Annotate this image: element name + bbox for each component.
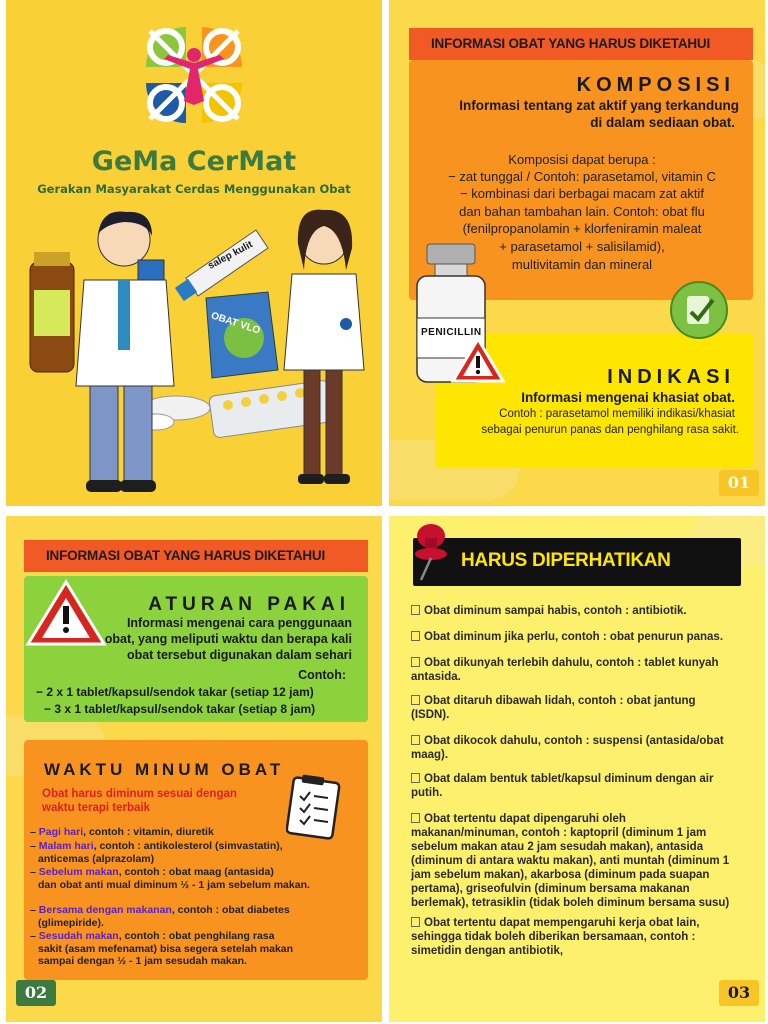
rule-item: Obat tertentu dapat dipengaruhi oleh makanan/minuman, contoh : kaptopril (diminum 1 jam sebelum makan atau 2 jam sesudah makan), antasida (diminum di antara waktu makan), anti muntah (diminum 1 jam sebelum makan), akarbosa (diminum pada suapan pertama), griseofulvin (diminum bersama makanan berlemak), tetrasiklin (tidak boleh diminum bersama susu) — [411, 813, 730, 909]
bullet-icon — [411, 813, 420, 823]
waktu-item-bersama-makanan: – Bersama dengan makanan, contoh : obat diabetes (glimepiride). — [30, 904, 290, 929]
cover-subtitle: Gerakan Masyarakat Cerdas Menggunakan Obat — [37, 182, 351, 196]
page-01-panel — [389, 0, 765, 506]
bullet-icon — [411, 695, 420, 705]
rule-item: Obat tertentu dapat mempengaruhi kerja obat lain, sehingga tidak boleh diberikan bersamaan, contoh : simetidin dengan antibiotik, — [411, 917, 700, 957]
waktu-minum-title: WAKTU MINUM OBAT — [44, 760, 285, 779]
cover-title: GeMa CerMat — [91, 146, 297, 177]
rule-item: Obat dikunyah terlebih dahulu, contoh : tablet kunyah antasida. — [411, 657, 719, 683]
pharmacist-illustration — [6, 200, 382, 506]
rule-item: Obat ditaruh dibawah lidah, contoh : obat jantung (ISDN). — [411, 695, 696, 721]
bullet-icon — [411, 917, 420, 927]
obat-box-label: OBAT VLO — [209, 310, 262, 337]
komposisi-desc-line2: di dalam sediaan obat. — [590, 115, 735, 130]
bullet-icon — [411, 605, 420, 615]
page-number: 01 — [719, 470, 759, 496]
waktu-item-sebelum-makan: – Sebelum makan, contoh : obat maag (antasida) dan obat anti mual diminum ½ - 1 jam sebelum makan. — [30, 866, 310, 891]
page-02-panel — [6, 516, 382, 1022]
check-badge-icon — [669, 280, 729, 340]
page-number: 03 — [719, 980, 759, 1006]
komposisi-desc-line1: Informasi tentang zat aktif yang terkandung — [459, 98, 739, 113]
warning-icon — [451, 336, 505, 384]
page-02-header: INFORMASI OBAT YANG HARUS DIKETAHUI — [24, 540, 368, 572]
waktu-item-malam: – Malam hari, contoh : antikolesterol (simvastatin), anticemas (alprazolam) — [30, 840, 283, 865]
aturan-contoh-label: Contoh: — [298, 668, 346, 682]
indikasi-title: INDIKASI — [607, 366, 735, 388]
waktu-intro-line2: waktu terapi terbaik — [42, 802, 151, 814]
waktu-intro-line1: Obat harus diminum sesuai dengan — [42, 788, 237, 800]
komposisi-line: + parasetamol + salisilamid), — [499, 239, 665, 254]
rule-item: Obat dikocok dahulu, contoh : suspensi (antasida/obat maag). — [411, 735, 724, 761]
komposisi-line: dan bahan tambahan lain. Contoh: obat flu — [459, 204, 705, 219]
komposisi-line: − zat tunggal / Contoh: parasetamol, vitamin C — [448, 169, 716, 184]
rule-item: Obat diminum jika perlu, contoh : obat penurun panas. — [411, 630, 733, 644]
push-pin-icon — [403, 518, 457, 582]
rule-item: Obat dalam bentuk tablet/kapsul diminum dengan air putih. — [411, 773, 714, 799]
page-03-panel — [389, 516, 765, 1022]
indikasi-example-line2: sebagai penurun panas dan penghilang rasa sakit. — [481, 424, 739, 436]
salep-label: salep kulit — [206, 239, 255, 272]
rule-item: Obat diminum sampai habis, contoh : antibiotik. — [411, 604, 733, 618]
aturan-example: − 3 x 1 tablet/kapsul/sendok takar (setiap 8 jam) — [44, 702, 316, 716]
aturan-line: Informasi mengenai cara penggunaan — [126, 616, 352, 630]
aturan-line: obat, yang meliputi waktu dan berapa kali — [104, 632, 352, 646]
waktu-item-sesudah-makan: – Sesudah makan, contoh : obat penghilang rasa sakit (asam mefenamat) bisa segera setelah makan sampai dengan ½ - 1 jam sesudah makan. — [30, 930, 294, 967]
indikasi-example-line1: Contoh : parasetamol memiliki indikasi/khasiat — [499, 408, 735, 420]
aturan-example: − 2 x 1 tablet/kapsul/sendok takar (setiap 12 jam) — [36, 685, 314, 699]
waktu-item-pagi: – Pagi hari, contoh : vitamin, diuretik — [30, 826, 214, 838]
harus-diperhatikan-title: HARUS DIPERHATIKAN — [461, 550, 671, 571]
gema-cermat-logo — [6, 0, 382, 150]
bullet-icon — [411, 657, 420, 667]
komposisi-line: − kombinasi dari berbagai macam zat aktif — [460, 186, 704, 201]
komposisi-line: multivitamin dan mineral — [511, 257, 653, 272]
vial-label: PENICILLIN — [421, 327, 482, 338]
komposisi-line: (fenilpropanolamin + klorfeniramin maleat — [462, 221, 702, 236]
aturan-line: obat tersebut digunakan dalam sehari — [126, 648, 352, 662]
page-number: 02 — [16, 980, 56, 1006]
aturan-pakai-title: ATURAN PAKAI — [148, 594, 350, 615]
bullet-icon — [411, 773, 420, 783]
bullet-icon — [411, 631, 420, 641]
cover-panel — [6, 0, 382, 506]
komposisi-title: KOMPOSISI — [576, 74, 735, 96]
komposisi-line: Komposisi dapat berupa : — [508, 152, 656, 167]
indikasi-desc: Informasi mengenai khasiat obat. — [521, 390, 735, 405]
bullet-icon — [411, 735, 420, 745]
page-01-header: INFORMASI OBAT YANG HARUS DIKETAHUI — [409, 28, 753, 60]
